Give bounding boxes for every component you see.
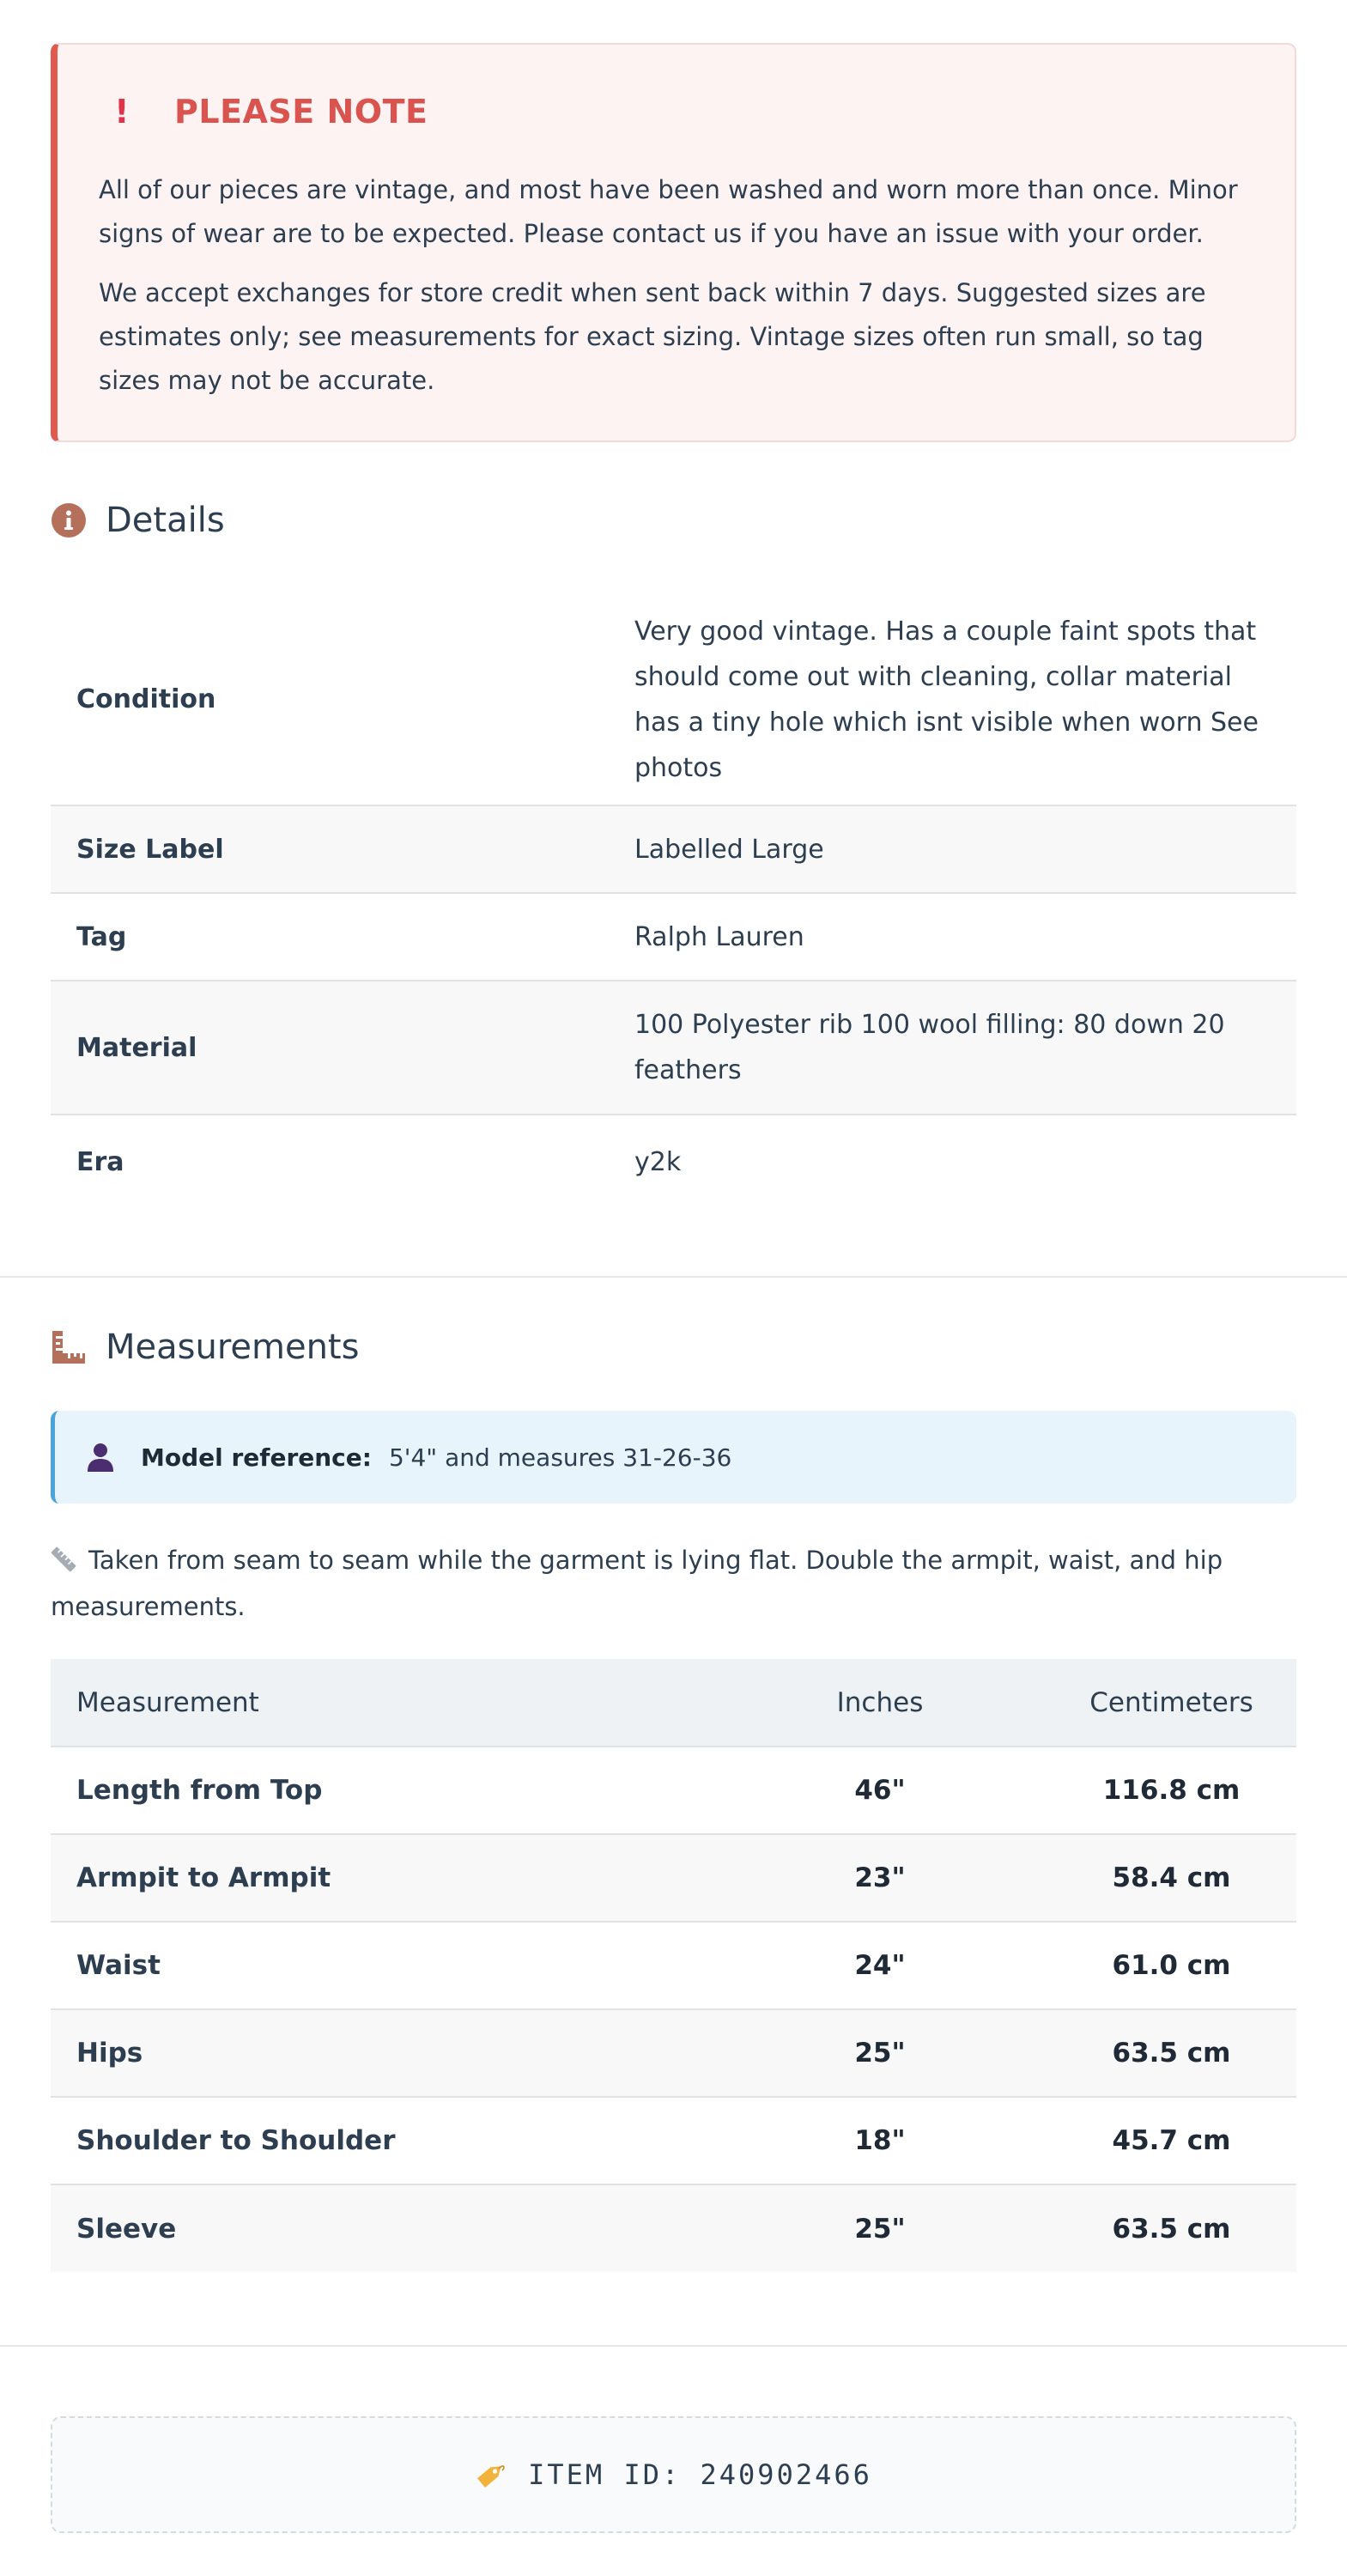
- column-header: Inches: [713, 1659, 1047, 1747]
- model-reference-box: [51, 1411, 1296, 1504]
- section-divider: [0, 2345, 1347, 2347]
- please-note-paragraph: All of our pieces are vintage, and most have been washed and worn more than once. Minor signs of wear are to be expected. Please contact us if you have an issue with your order.: [99, 175, 1238, 248]
- measurement-name: Waist: [51, 1922, 713, 2009]
- table-row: [51, 1834, 1296, 1922]
- measurement-inches: 46": [713, 1747, 1047, 1834]
- measurement-name: Hips: [51, 2009, 713, 2097]
- detail-label: Tag: [51, 893, 634, 981]
- detail-label: Condition: [51, 594, 634, 805]
- details-row-size-label: [51, 805, 1296, 893]
- measurement-inches: 24": [713, 1922, 1047, 2009]
- details-row-condition: [51, 594, 1296, 805]
- ruler-icon: [51, 1542, 76, 1585]
- measurement-cm: 116.8 cm: [1047, 1747, 1296, 1834]
- measurements-title: Measurements: [106, 1327, 360, 1367]
- measurement-inches: 18": [713, 2097, 1047, 2184]
- column-header: Measurement: [51, 1659, 713, 1747]
- measurements-heading: [51, 1327, 359, 1367]
- measurement-name: Shoulder to Shoulder: [51, 2097, 713, 2184]
- table-row: [51, 2097, 1296, 2184]
- detail-value: Ralph Lauren: [634, 893, 1296, 981]
- detail-value: Labelled Large: [634, 805, 1296, 893]
- table-row: [51, 2184, 1296, 2272]
- measurement-inches: 25": [713, 2009, 1047, 2097]
- detail-label: Material: [51, 981, 634, 1115]
- table-row: [51, 2009, 1296, 2097]
- measurement-cm: 61.0 cm: [1047, 1922, 1296, 2009]
- details-heading: [51, 501, 225, 540]
- measurement-name: Length from Top: [51, 1747, 713, 1834]
- details-table: [51, 594, 1296, 1209]
- measurement-name: Sleeve: [51, 2184, 713, 2272]
- measurement-cm: 58.4 cm: [1047, 1834, 1296, 1922]
- measurement-instructions-text: Taken from seam to seam while the garment is lying flat. Double the armpit, waist, and hip measurements.: [51, 1546, 1223, 1621]
- measurements-table: [51, 1659, 1296, 2272]
- details-row-era: [51, 1115, 1296, 1209]
- measurement-instructions: [51, 1539, 1296, 1628]
- table-row: [51, 1747, 1296, 1834]
- model-reference-label: Model reference:: [141, 1443, 372, 1472]
- section-divider: [0, 1276, 1347, 1278]
- person-icon: [86, 1442, 115, 1473]
- measurement-inches: 25": [713, 2184, 1047, 2272]
- measurement-cm: 63.5 cm: [1047, 2009, 1296, 2097]
- measurements-header-row: [51, 1659, 1296, 1747]
- exclamation-icon: !: [114, 93, 130, 131]
- measurement-inches: 23": [713, 1834, 1047, 1922]
- details-title: Details: [106, 501, 225, 540]
- measurement-name: Armpit to Armpit: [51, 1834, 713, 1922]
- detail-value: 100 Polyester rib 100 wool filling: 80 down 20 feathers: [634, 981, 1296, 1115]
- model-reference-value: 5'4" and measures 31-26-36: [388, 1443, 732, 1472]
- please-note-paragraph: We accept exchanges for store credit when sent back within 7 days. Suggested sizes are estimates only; see measurements for exact sizing. Vintage sizes often run small, so tag sizes may not be accurate.: [99, 278, 1206, 395]
- please-note-heading: [99, 88, 1252, 136]
- item-id-text: ITEM ID: 240902466: [528, 2458, 872, 2491]
- tag-icon: [475, 2458, 507, 2491]
- details-row-tag: [51, 893, 1296, 981]
- detail-value: Very good vintage. Has a couple faint spots that should come out with cleaning, collar material has a tiny hole which isnt visible when worn See photos: [634, 594, 1296, 805]
- column-header: Centimeters: [1047, 1659, 1296, 1747]
- ruler-icon: [51, 1329, 87, 1365]
- measurement-cm: 45.7 cm: [1047, 2097, 1296, 2184]
- item-id-box: [51, 2416, 1296, 2533]
- detail-label: Size Label: [51, 805, 634, 893]
- measurement-cm: 63.5 cm: [1047, 2184, 1296, 2272]
- table-row: [51, 1922, 1296, 2009]
- details-row-material: [51, 981, 1296, 1115]
- detail-value: y2k: [634, 1147, 682, 1177]
- detail-label: Era: [76, 1147, 124, 1177]
- info-icon: [51, 502, 87, 538]
- please-note-title: PLEASE NOTE: [174, 93, 428, 131]
- please-note-box: [51, 43, 1296, 442]
